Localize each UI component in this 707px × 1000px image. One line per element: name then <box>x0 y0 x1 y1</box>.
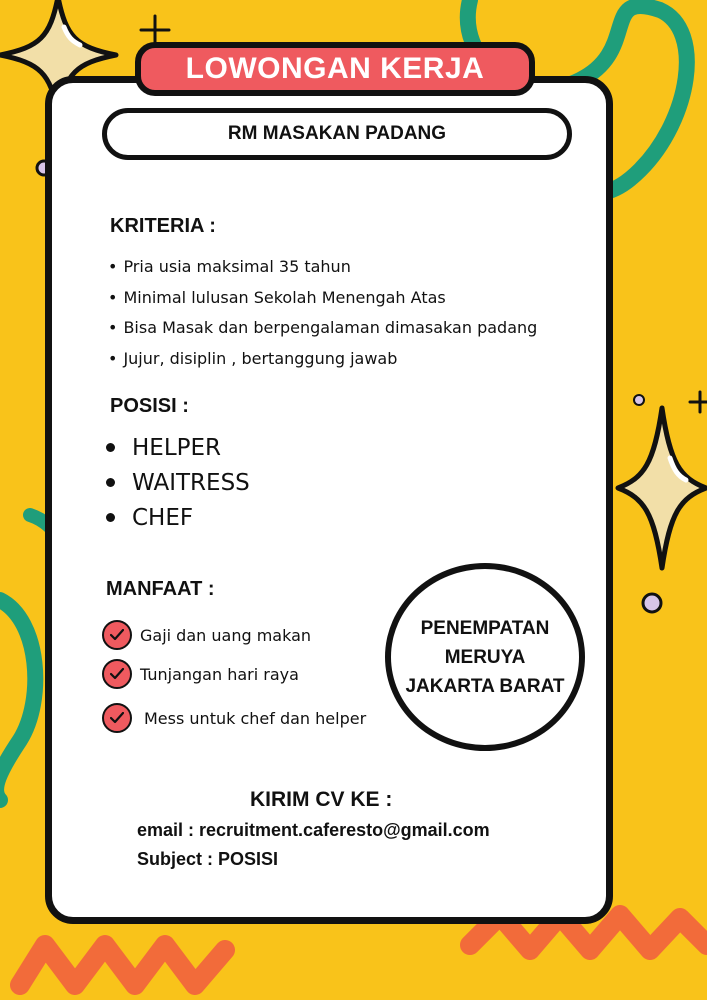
cross-icon <box>141 16 169 44</box>
list-item <box>106 500 250 535</box>
green-swirl-left <box>0 600 35 800</box>
positions-list <box>106 430 250 535</box>
orange-zigzag-left <box>20 945 225 985</box>
check-icon <box>102 703 132 733</box>
position-label: HELPER <box>132 434 222 461</box>
benefits-heading: MANFAAT : <box>106 578 215 600</box>
check-icon <box>102 659 132 689</box>
benefit-label: Gaji dan uang makan <box>140 625 312 645</box>
placement-line: MERUYA <box>444 646 526 668</box>
benefit-item <box>102 620 311 650</box>
bullet-icon <box>106 513 115 522</box>
bullet-icon <box>106 478 115 487</box>
list-item <box>106 465 250 500</box>
list-item <box>106 430 250 465</box>
contact-subject: Subject : POSISI <box>137 849 279 869</box>
banner-title: LOWONGAN KERJA <box>185 52 485 85</box>
list-item: • Pria usia maksimal 35 tahun <box>108 256 537 287</box>
list-item: • Bisa Masak dan berpengalaman dimasakan padang <box>108 317 537 348</box>
dot-decoration <box>643 594 661 612</box>
placement-badge <box>385 563 585 751</box>
list-item: • Jujur, disiplin , bertanggung jawab <box>108 348 537 379</box>
placement-line: PENEMPATAN <box>420 617 550 639</box>
bullet-icon <box>106 443 115 452</box>
criteria-heading: KRITERIA : <box>110 215 216 237</box>
contact-email: email : recruitment.caferesto@gmail.com <box>137 820 490 840</box>
benefit-item <box>102 703 366 733</box>
benefit-label: Tunjangan hari raya <box>140 664 299 684</box>
placement-line: JAKARTA BARAT <box>405 675 565 697</box>
cross-icon <box>690 392 707 412</box>
benefit-item <box>102 659 299 689</box>
position-label: WAITRESS <box>132 469 250 496</box>
company-name-box <box>102 108 572 160</box>
banner <box>135 42 535 96</box>
positions-heading: POSISI : <box>110 395 189 417</box>
contact-heading: KIRIM CV KE : <box>250 788 393 811</box>
position-label: CHEF <box>132 504 194 531</box>
criteria-list <box>108 256 537 378</box>
check-icon <box>102 620 132 650</box>
benefit-label: Mess untuk chef dan helper <box>144 708 367 728</box>
list-item: • Minimal lulusan Sekolah Menengah Atas <box>108 287 537 318</box>
company-name: RM MASAKAN PADANG <box>227 123 447 144</box>
dot-decoration <box>634 395 644 405</box>
sparkle-icon <box>618 408 706 568</box>
